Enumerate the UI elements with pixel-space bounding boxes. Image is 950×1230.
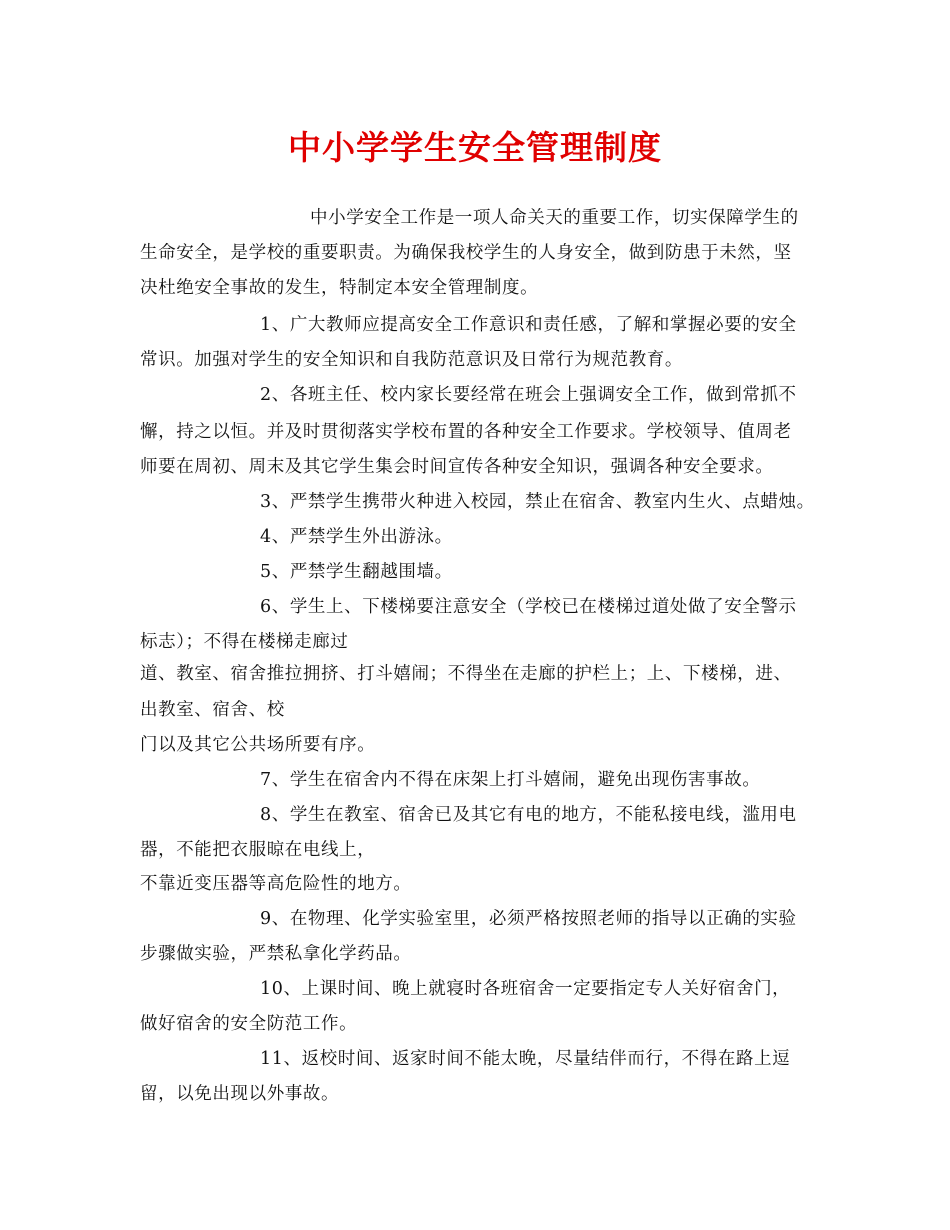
text-line: 10、上课时间、晚上就寝时各班宿舍一定要指定专人关好宿舍门， [260,979,791,999]
text-line: 6、学生上、下楼梯要注意安全（学校已在楼梯过道处做了安全警示 [260,597,797,617]
text-line: 决杜绝安全事故的发生，特制定本安全管理制度。 [140,278,539,298]
text-line: 步骤做实验，严禁私拿化学药品。 [140,944,412,964]
text-line: 9、在物理、化学实验室里，必须严格按照老师的指导以正确的实验 [260,909,797,929]
text-line: 不靠近变压器等高危险性的地方。 [140,874,412,894]
text-line: 师要在周初、周末及其它学生集会时间宣传各种安全知识，强调各种安全要求。 [140,457,774,477]
text-line: 道、教室、宿舍推拉拥挤、打斗嬉闹；不得坐在走廊的护栏上；上、下楼梯，进、 [140,664,792,684]
text-line: 器，不能把衣服晾在电线上， [140,840,376,860]
text-line: 8、学生在教室、宿舍已及其它有电的地方，不能私接电线，滥用电 [260,805,797,825]
text-line: 留，以免出现以外事故。 [140,1084,340,1104]
text-line: 常识。加强对学生的安全知识和自我防范意识及日常行为规范教育。 [140,350,683,370]
text-line: 生命安全，是学校的重要职责。为确保我校学生的人身安全，做到防患于未然，坚 [140,243,792,263]
text-line: 门以及其它公共场所要有序。 [140,735,376,755]
text-line: 做好宿舍的安全防范工作。 [140,1014,358,1034]
text-line: 11、返校时间、返家时间不能太晚，尽量结伴而行，不得在路上逗 [260,1049,791,1069]
text-line: 出教室、宿舍、校 [140,700,285,720]
text-line: 2、各班主任、校内家长要经常在班会上强调安全工作，做到常抓不 [260,385,797,405]
document-title: 中小学学生安全管理制度 [288,128,662,167]
text-line: 中小学安全工作是一项人命关天的重要工作，切实保障学生的 [310,208,799,228]
text-line: 3、严禁学生携带火种进入校园，禁止在宿舍、教室内生火、点蜡烛。 [260,492,815,512]
text-line: 4、严禁学生外出游泳。 [260,527,453,547]
text-line: 标志）；不得在楼梯走廊过 [140,632,349,652]
text-line: 1、广大教师应提高安全工作意识和责任感，了解和掌握必要的安全 [260,315,797,335]
text-line: 7、学生在宿舍内不得在床架上打斗嬉闹，避免出现伤害事故。 [260,770,761,790]
text-line: 5、严禁学生翻越围墙。 [260,562,453,582]
text-line: 懈，持之以恒。并及时贯彻落实学校布置的各种安全工作要求。学校领导、值周老 [140,422,792,442]
